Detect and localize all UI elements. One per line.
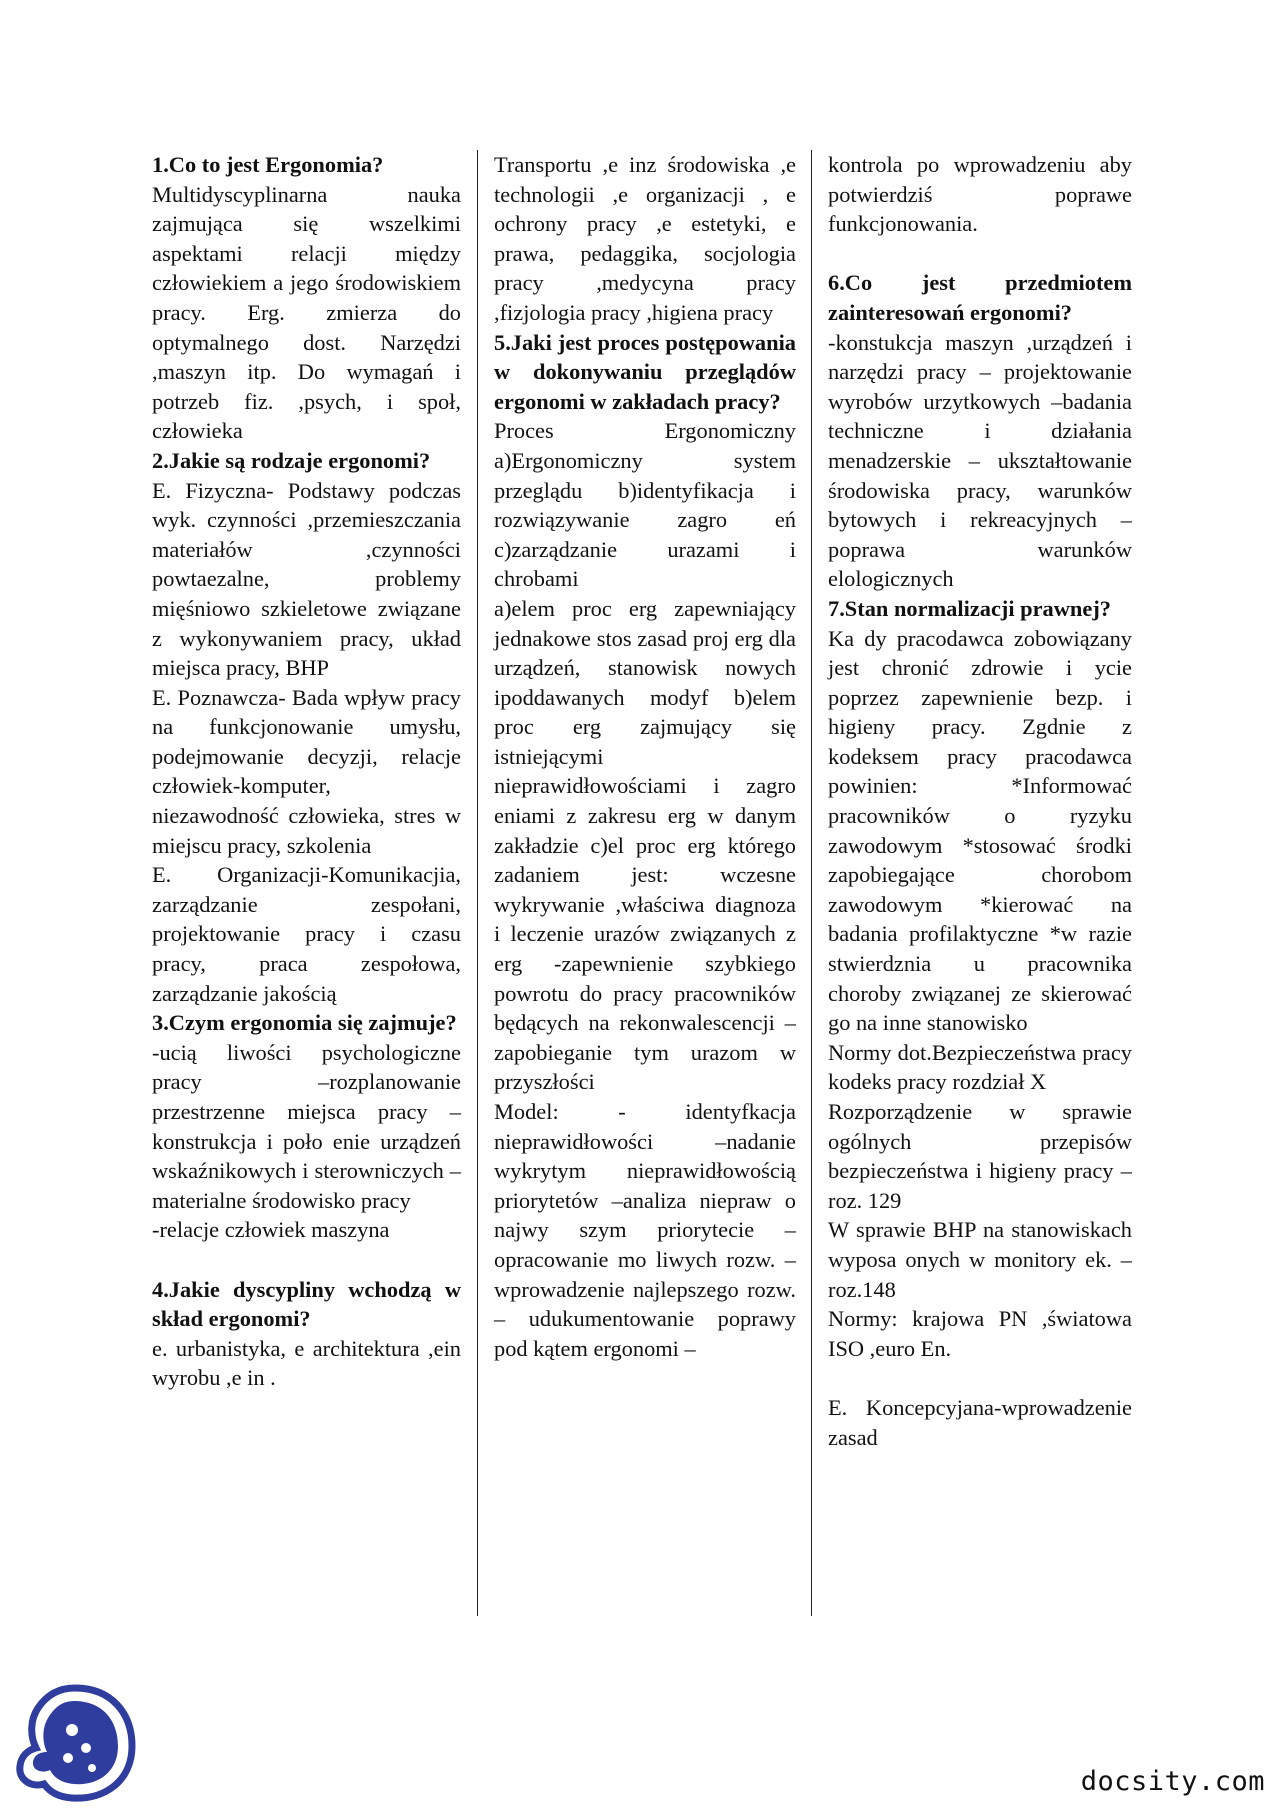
answer-2-cognitive: E. Poznawcza- Bada wpływ pracy na funkcjonowanie umysłu, podejmowanie decyzji, relacje człowiek-komputer, niezawodność człowieka, stres w miejscu pracy, szkolenia	[152, 684, 461, 858]
docsity-logo-icon	[14, 1684, 136, 1802]
answer-5-elements: a)elem proc erg zapewniający jednakowe stos zasad proj erg dla urządzeń, stanowisk nowych ipoddawanych modyf b)elem proc erg zajmujący się istniejącymi nieprawidłowościami i zagro eniami z zakresu erg w danym zakładzie c)el proc erg którego zadaniem jest: wczesne wykrywanie ,właściwa diagnoza i leczenie urazów związanych z erg -zapewnienie szybkiego powrotu do pracy pracowników będących na rekonwalescencji – zapobieganie tym urazom w przyszłości	[494, 595, 796, 1095]
logo-dot-2	[81, 1743, 91, 1753]
logo-dot-1	[66, 1724, 78, 1736]
answer-5-model: Model: - identyfkacja nieprawidłowości –nadanie wykrytym nieprawidłowością priorytetów –analiza niepraw o najwy szym priorytecie – opracowanie mo liwych rozw. –wprowadzenie najlepszego rozw. – udukumentowanie poprawy pod kątem ergonomi –	[494, 1099, 796, 1361]
column-2	[477, 150, 811, 1616]
answer-2-physical: E. Fizyczna- Podstawy podczas wyk. czynności ,przemieszczania materiałów ,czynności powtaezalne, problemy mięśniowo szkieletowe związane z wykonywaniem pracy, układ miejsca pracy, BHP	[152, 477, 461, 681]
answer-4-text: e. urbanistyka, e architektura ,ein wyrobu ,e in .	[152, 1335, 461, 1391]
answer-4-continued: Transportu ,e inz środowiska ,e technologii ,e organizacji , e ochrony pracy ,e estetyki, e prawa, pedaggika, socjologia pracy ,medycyna pracy ,fizjologia pracy ,higiena pracy	[494, 152, 796, 325]
column-1	[152, 150, 477, 1616]
question-1-heading: 1.Co to jest Ergonomia?	[152, 152, 384, 177]
question-2-heading: 2.Jakie są rodzaje ergonomi?	[152, 447, 431, 473]
logo-dot-4	[88, 1764, 96, 1772]
question-7-heading: 7.Stan normalizacji prawnej?	[828, 595, 1111, 621]
question-4-heading: 4.Jakie dyscypliny wchodzą w skład ergonomi?	[152, 1276, 461, 1332]
answer-5-continued: kontrola po wprowadzeniu aby potwierdziś poprawe funkcjonowania.	[828, 152, 1132, 237]
answer-1-text: Multidyscyplinarna nauka zajmująca się wszelkimi aspektami relacji między człowiekiem a jego środowiskiem pracy. Erg. zmierza do optymalnego dost. Narzędzi ,maszyn itp. Do wymagań i potrzeb fiz. ,psych, i społ, człowieka	[152, 181, 461, 444]
paragraph-spacer	[828, 239, 1132, 269]
document-columns	[152, 150, 1132, 1616]
paragraph-spacer	[828, 1363, 1132, 1393]
question-5-heading: 5.Jaki jest proces postępowania w dokonywaniu przeglądów ergonomi w zakładach pracy?	[494, 329, 796, 414]
answer-2-organizational: E. Organizacji-Komunikacjia, zarządzanie zespołani, projektowanie pracy i czasu pracy, praca zespołowa, zarządzanie jakością	[152, 862, 461, 1006]
answer-3-text: -ucią liwości psychologiczne pracy –rozplanowanie przestrzenne miejsca pracy – konstrukcja i poło enie urządzeń wskaźnikowych i sterowniczych –materialne środowisko pracy	[152, 1039, 461, 1213]
answer-7-text: Ka dy pracodawca zobowiązany jest chronić zdrowie i ycie poprzez zapewnienie bezp. i higieny pracy. Zgdnie z kodeksem pracy pracodawca powinien: *Informować pracowników o ryzyku zawodowym *stosować środki zapobiegające chorobom zawodowym *kierować na badania profilaktyczne *w razie stwierdznia u pracownika choroby związanej ze skierować go na inne stanowisko	[828, 625, 1132, 1036]
answer-7-norms: Normy dot.Bezpieczeństwa pracy kodeks pracy rozdział X	[828, 1039, 1132, 1095]
answer-6-text: -konstukcja maszyn ,urządzeń i narzędzi pracy – projektowanie wyrobów urzytkowych –badania techniczne i działania menadzerskie – ukształtowanie środowiska pracy, warunków bytowych i rekreacyjnych –poprawa warunków elologicznych	[828, 329, 1132, 592]
question-3-heading: 3.Czym ergonomia się zajmuje?	[152, 1010, 457, 1036]
question-6-heading: 6.Co jest przedmiotem zainteresowań ergonomi?	[828, 270, 1132, 325]
answer-7-regulation-129: Rozporządzenie w sprawie ogólnych przepisów bezpieczeństwa i higieny pracy –roz. 129	[828, 1099, 1132, 1213]
conceptual-ergonomics-text: E. Koncepcyjana-wprowadzenie zasad	[828, 1394, 1132, 1450]
answer-7-regulation-148: W sprawie BHP na stanowiskach wyposa onych w monitory ek. –roz.148	[828, 1217, 1132, 1302]
answer-7-standards: Normy: krajowa PN ,światowa ISO ,euro En.	[828, 1306, 1132, 1361]
paragraph-spacer	[152, 1245, 461, 1275]
answer-3-text-2: -relacje człowiek maszyna	[152, 1217, 390, 1243]
docsity-brand-text[interactable]: docsity.com	[1080, 1766, 1265, 1797]
answer-5-intro: Proces Ergonomiczny a)Ergonomiczny system przeglądu b)identyfikacja i rozwiązywanie zagro eń c)zarządzanie urazami i chrobami	[494, 418, 796, 592]
logo-dot-3	[63, 1753, 73, 1763]
column-3	[811, 150, 1132, 1616]
